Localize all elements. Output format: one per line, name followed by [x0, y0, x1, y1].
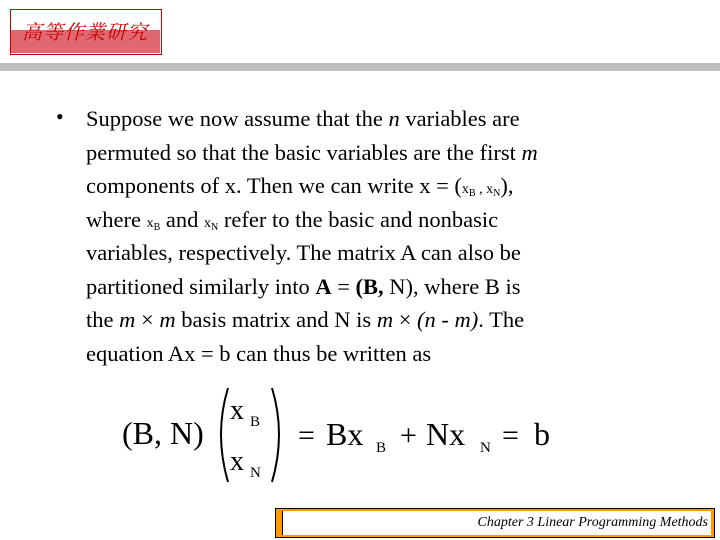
subscript: B — [153, 221, 161, 233]
eq-xn-sub: N — [250, 465, 261, 481]
text-run: the — [86, 307, 120, 332]
matrix-equation — [120, 382, 580, 492]
body-line-8: equation Ax = b can thus be written as — [86, 340, 432, 366]
text-run: m — [376, 307, 394, 332]
eq-bx-sub: B — [376, 440, 387, 456]
symbol: x — [146, 215, 154, 231]
subscript: N — [211, 221, 219, 233]
text-run: and — [160, 206, 205, 232]
eq-xb: x — [230, 395, 244, 426]
eq-nx-sub: N — [480, 440, 491, 456]
body-line-3 — [86, 169, 686, 203]
text-run: (n - m) — [417, 307, 479, 332]
text-run: m — [159, 307, 176, 332]
body-line-2 — [86, 136, 686, 170]
text-run: = — [331, 273, 356, 299]
eq-lhs: (B, N) — [122, 415, 204, 451]
text-run: m — [119, 307, 136, 332]
text-run: partitioned similarly into — [86, 273, 316, 299]
eq-equals-1: = — [298, 419, 315, 452]
footer-box — [275, 508, 715, 538]
symbol: x — [461, 182, 469, 197]
text-run: A — [315, 273, 332, 299]
body-line-5: variables, respectively. The matrix A can also be — [86, 240, 521, 265]
eq-nx: Nx — [426, 416, 466, 452]
text-run: m — [521, 139, 538, 165]
text-run: (B, — [355, 273, 384, 299]
text-run: variables are — [399, 106, 520, 131]
subscript: B — [468, 188, 476, 199]
eq-bx: Bx — [326, 416, 364, 452]
text-run: × — [393, 307, 418, 332]
right-paren — [272, 388, 279, 482]
subscript: N — [493, 188, 501, 199]
text-run: permuted so that the basic variables are the first — [86, 139, 522, 165]
text-run: refer to the basic and nonbasic — [218, 206, 499, 232]
text-run: ), — [500, 173, 514, 198]
symbol: , — [475, 182, 487, 197]
text-run: × — [135, 307, 160, 332]
body-line-6 — [86, 270, 686, 304]
text-run: where — [86, 206, 147, 232]
bullet-marker: • — [56, 104, 64, 129]
footer-chapter-label: Chapter 3 Linear Programming Methods — [477, 515, 708, 530]
text-run: . The — [478, 307, 525, 332]
body-line-7 — [86, 303, 686, 337]
eq-plus: + — [400, 419, 417, 452]
header-divider — [0, 63, 720, 71]
text-run: n — [388, 106, 400, 131]
text-run: N), where B is — [383, 273, 521, 299]
symbol: x — [486, 182, 494, 197]
body-paragraph — [86, 102, 686, 370]
text-run: basis matrix and N is — [175, 307, 377, 332]
text-run: components of x. Then we can write x = ( — [86, 173, 462, 198]
body-line-1 — [86, 102, 686, 136]
symbol: x — [204, 215, 212, 231]
left-paren — [221, 388, 228, 482]
text-run: Suppose we now assume that the — [86, 106, 389, 131]
eq-xn: x — [230, 446, 244, 477]
eq-b: b — [534, 416, 550, 452]
slide-title: 高等作業研究 — [22, 20, 148, 44]
body-line-4 — [86, 203, 686, 237]
eq-equals-2: = — [502, 419, 519, 452]
eq-xb-sub: B — [250, 414, 261, 430]
